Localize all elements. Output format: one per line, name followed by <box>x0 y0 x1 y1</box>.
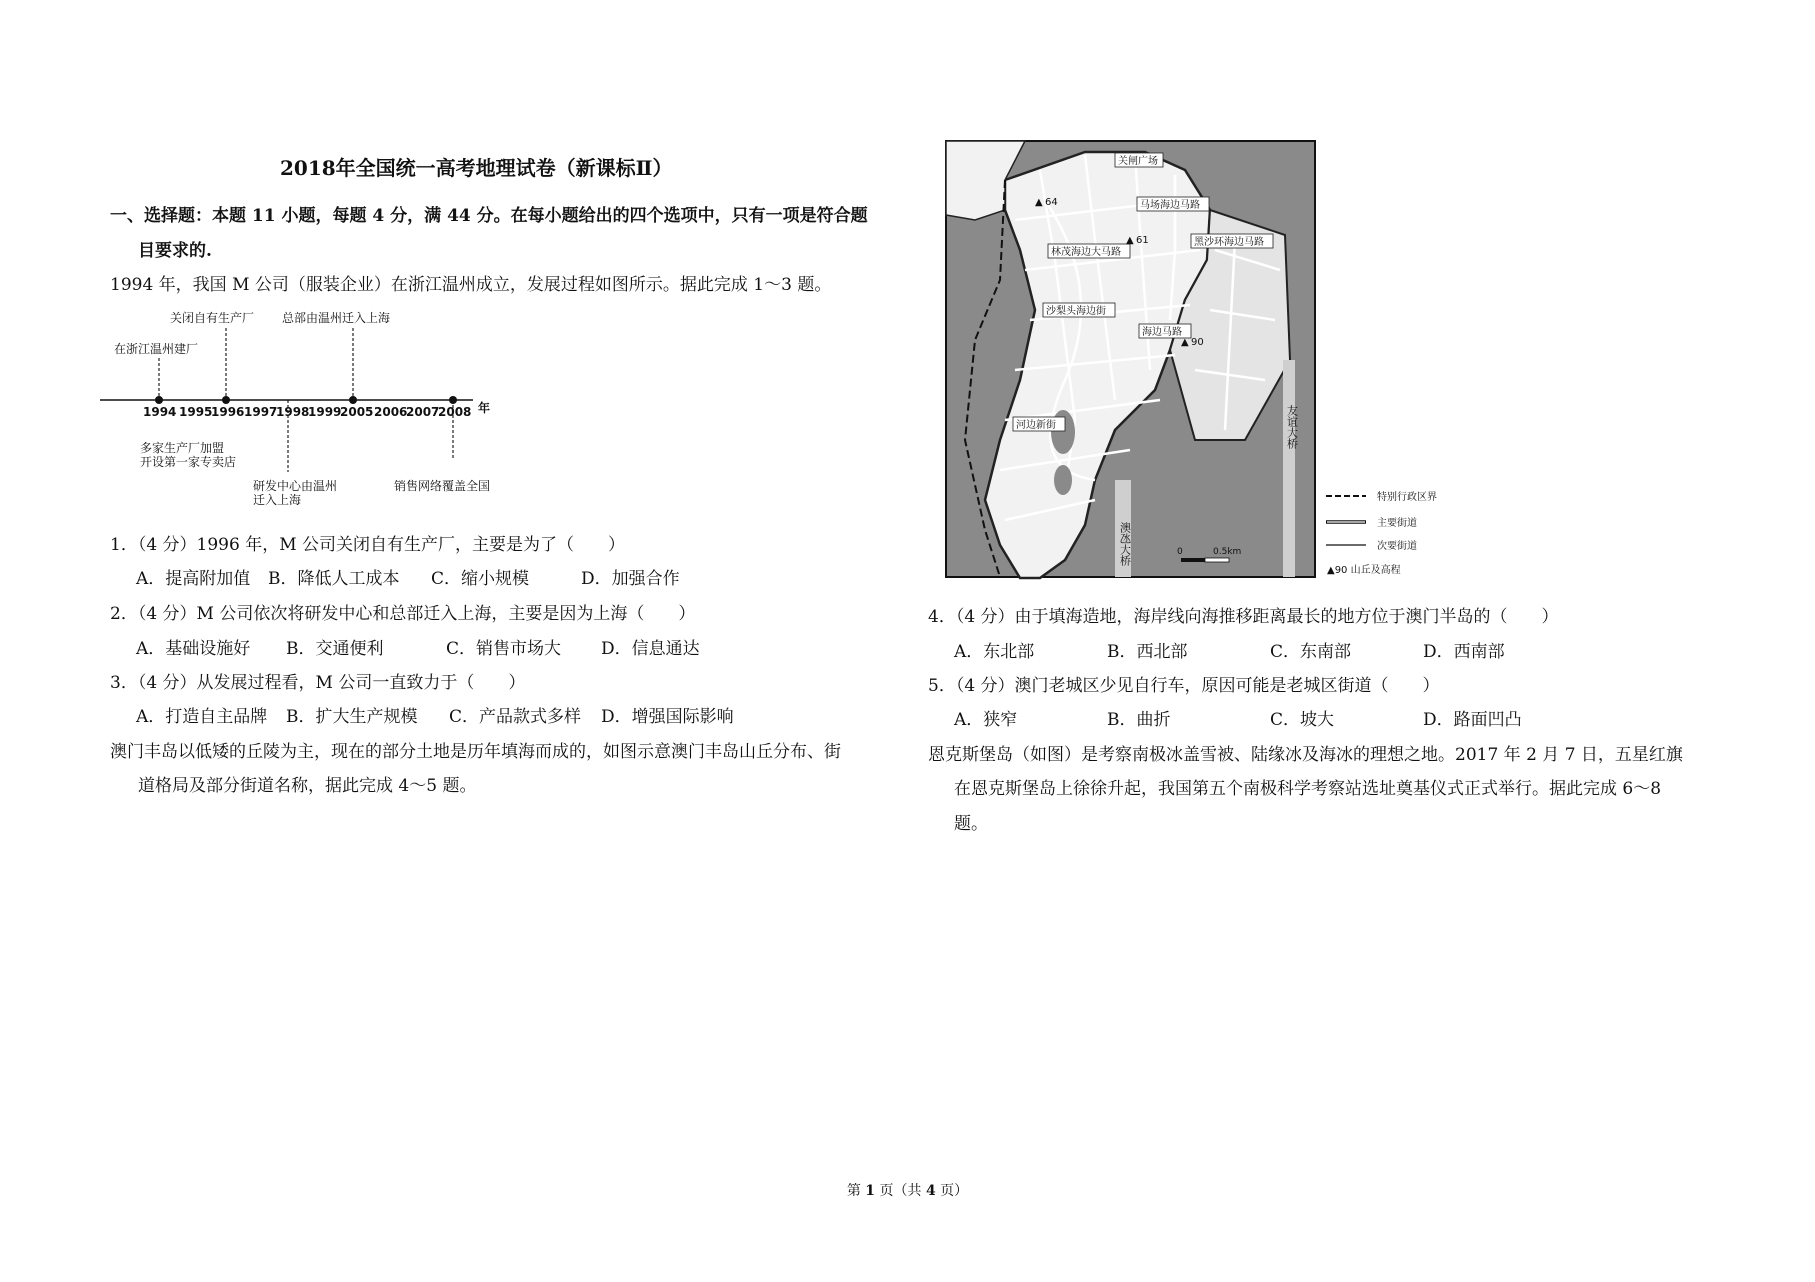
year-2005: 2005 <box>340 405 374 419</box>
q4-option-a[interactable]: A．东北部 <box>954 642 1035 662</box>
question-4-stem: 4．（4 分）由于填海造地，海岸线向海推移距离最长的地方位于澳门半岛的（ ） <box>928 607 1559 627</box>
bridge-label-friendship: 友谊大桥 <box>1285 405 1299 449</box>
legend-boundary: 特别行政区界 <box>1377 492 1437 503</box>
question-2-options <box>136 636 700 662</box>
legend-minor-street: 次要街道 <box>1377 541 1417 552</box>
page-title: 2018年全国统一高考地理试卷（新课标Ⅱ） <box>280 156 673 180</box>
street-label-5: 沙梨头海边街 <box>1046 306 1106 317</box>
question-3-options <box>136 704 734 730</box>
scale-distance: 0.5km <box>1213 547 1242 557</box>
q1-option-c[interactable]: C．缩小规模 <box>431 569 530 589</box>
street-label-7: 河边新街 <box>1016 420 1056 431</box>
timeline-event-2005: 总部由温州迁入上海 <box>282 311 391 325</box>
year-2007: 2007 <box>406 405 440 419</box>
question-4-options <box>954 639 1505 665</box>
scale-zero: 0 <box>1177 547 1183 557</box>
q2-option-d[interactable]: D．信息通达 <box>601 639 700 659</box>
timeline-event-1998-line1: 研发中心由温州 <box>253 479 338 493</box>
year-2006: 2006 <box>374 405 408 419</box>
timeline-event-1995-line2: 开设第一家专卖店 <box>140 455 237 469</box>
intro-questions-4-5-line1: 澳门丰岛以低矮的丘陵为主，现在的部分土地是历年填海而成的，如图示意澳门丰岛山丘分布、街 <box>110 742 841 762</box>
q5-option-c[interactable]: C．坡大 <box>1270 710 1335 730</box>
q3-option-c[interactable]: C．产品款式多样 <box>449 707 582 727</box>
q1-option-a[interactable]: A．提高附加值 <box>136 569 251 589</box>
hill-triangle-90: ▲ <box>1181 337 1189 348</box>
question-3-stem: 3．（4 分）从发展过程看，M 公司一直致力于（ ） <box>110 673 526 693</box>
footer-suffix: 页） <box>940 1183 969 1199</box>
timeline-figure <box>100 300 520 515</box>
q5-option-a[interactable]: A．狭窄 <box>954 710 1018 730</box>
timeline-event-1996: 关闭自有生产厂 <box>170 311 255 325</box>
q3-option-d[interactable]: D．增强国际影响 <box>601 707 734 727</box>
q1-option-b[interactable]: B．降低人工成本 <box>268 569 400 589</box>
hill-elevation-64: 64 <box>1045 197 1058 208</box>
section-heading-line1: 一、选择题：本题 11 小题，每题 4 分，满 44 分。在每小题给出的四个选项中，只有一项是符合题 <box>110 206 868 226</box>
timeline-dot-2005 <box>349 396 357 404</box>
timeline-event-1995-line1: 多家生产厂加盟 <box>140 441 225 455</box>
timeline-event-1998-line2: 迁入上海 <box>253 493 302 507</box>
bridge-friendship <box>1283 360 1295 577</box>
year-1995: 1995 <box>179 405 213 419</box>
timeline-dot-2008 <box>449 396 457 404</box>
legend-hill: ▲90 山丘及高程 <box>1327 565 1401 576</box>
footer-middle: 页（共 <box>879 1183 922 1199</box>
intro-questions-6-8-line3: 题。 <box>954 814 988 834</box>
q3-option-b[interactable]: B．扩大生产规模 <box>286 707 418 727</box>
timeline-event-2008: 销售网络覆盖全国 <box>394 479 491 493</box>
legend-main-street: 主要街道 <box>1377 518 1417 529</box>
question-2-stem: 2．（4 分）M 公司依次将研发中心和总部迁入上海，主要是因为上海（ ） <box>110 604 696 624</box>
q5-option-d[interactable]: D．路面凹凸 <box>1423 710 1522 730</box>
intro-questions-4-5-line2: 道格局及部分街道名称，据此完成 4～5 题。 <box>138 776 477 796</box>
hill-elevation-90: 90 <box>1191 337 1204 348</box>
q2-option-a[interactable]: A．基础设施好 <box>136 639 251 659</box>
map-legend <box>1326 490 1437 576</box>
q3-option-a[interactable]: A．打造自主品牌 <box>136 707 268 727</box>
timeline-unit: 年 <box>478 401 491 415</box>
q5-option-b[interactable]: B．曲折 <box>1107 710 1171 730</box>
year-1996: 1996 <box>211 405 245 419</box>
section-heading-line2: 目要求的. <box>138 241 212 261</box>
q2-option-c[interactable]: C．销售市场大 <box>446 639 562 659</box>
intro-questions-6-8-line2: 在恩克斯堡岛上徐徐升起，我国第五个南极科学考察站选址奠基仪式正式举行。据此完成 6～8 <box>954 779 1662 799</box>
question-5-stem: 5．（4 分）澳门老城区少见自行车，原因可能是老城区街道（ ） <box>928 676 1440 696</box>
year-1997: 1997 <box>244 405 278 419</box>
hill-triangle-64: ▲ <box>1035 197 1043 208</box>
street-label-4: 林茂海边大马路 <box>1051 247 1121 258</box>
macau-map-figure <box>945 140 1505 582</box>
street-label-2: 马场海边马路 <box>1140 200 1200 211</box>
hill-elevation-61: 61 <box>1136 235 1149 246</box>
footer-total-pages: 4 <box>925 1183 936 1199</box>
year-1994: 1994 <box>143 405 177 419</box>
street-label-1: 关闸广场 <box>1118 156 1158 167</box>
q2-option-b[interactable]: B．交通便利 <box>286 639 384 659</box>
year-2008: 2008 <box>438 405 472 419</box>
bridge-label-macau-taipa: 澳氹大桥 <box>1118 522 1132 566</box>
question-5-options <box>954 707 1522 733</box>
footer-page-number: 1 <box>865 1183 876 1199</box>
street-label-6: 海边马路 <box>1142 327 1182 338</box>
q4-option-b[interactable]: B．西北部 <box>1107 642 1188 662</box>
q1-option-d[interactable]: D．加强合作 <box>581 569 680 589</box>
year-1998: 1998 <box>276 405 310 419</box>
timeline-dot-1996 <box>222 396 230 404</box>
timeline-dot-1994 <box>155 396 163 404</box>
intro-questions-6-8-line1: 恩克斯堡岛（如图）是考察南极冰盖雪被、陆缘冰及海冰的理想之地。2017 年 2 月 7 日，五星红旗 <box>928 745 1683 765</box>
q4-option-c[interactable]: C．东南部 <box>1270 642 1352 662</box>
page-footer <box>0 1180 1815 1200</box>
q4-option-d[interactable]: D．西南部 <box>1423 642 1505 662</box>
footer-prefix: 第 <box>846 1183 861 1199</box>
lake-south <box>1054 465 1072 495</box>
question-1-options <box>136 566 680 592</box>
intro-questions-1-3: 1994 年，我国 M 公司（服装企业）在浙江温州成立，发展过程如图所示。据此完成 1～3 题。 <box>110 275 832 295</box>
question-1-stem: 1．（4 分）1996 年，M 公司关闭自有生产厂，主要是为了（ ） <box>110 535 626 555</box>
timeline-event-1994: 在浙江温州建厂 <box>114 342 199 356</box>
street-label-3: 黑沙环海边马路 <box>1194 237 1264 248</box>
hill-triangle-61: ▲ <box>1126 235 1134 246</box>
year-1999: 1999 <box>308 405 342 419</box>
